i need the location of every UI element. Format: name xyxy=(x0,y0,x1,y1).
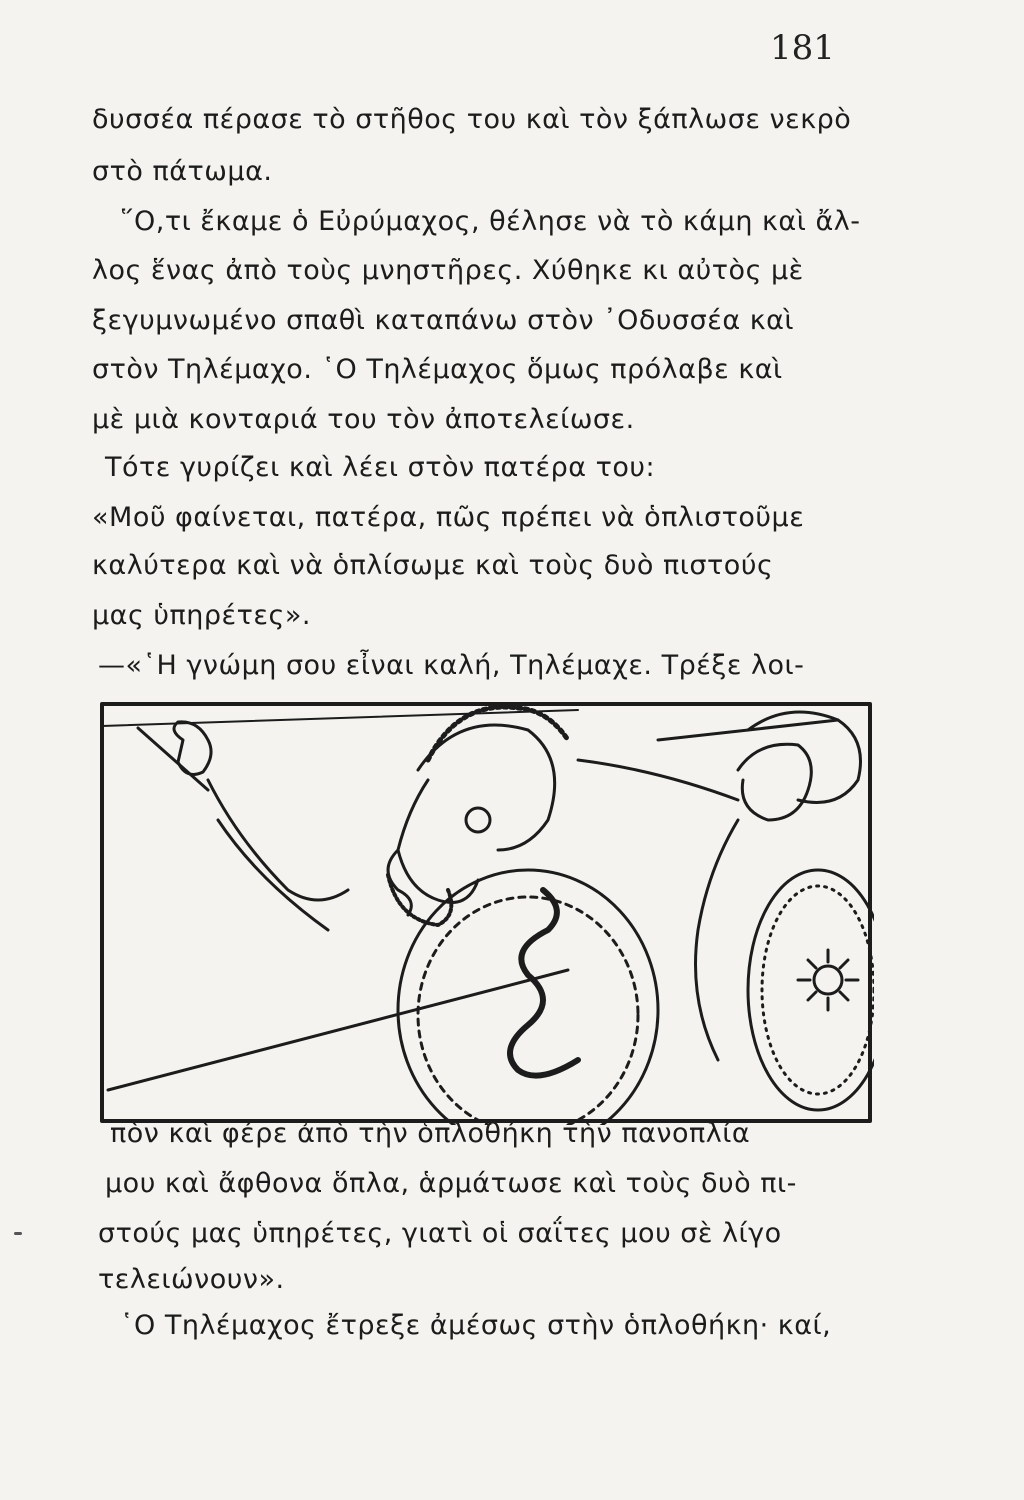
text-line: καλύτερα καὶ νὰ ὁπλίσωμε καὶ τοὺς δυὸ πιστούς xyxy=(92,550,774,581)
text-line: πὸν καὶ φέρε ἀπὸ τὴν ὁπλοθήκη τὴν πανοπλία xyxy=(110,1118,751,1149)
text-line: Τότε γυρίζει καὶ λέει στὸν πατέρα του: xyxy=(105,452,656,483)
text-line: —«῾Η γνώμη σου εἶναι καλή, Τηλέμαχε. Τρέξε λοι- xyxy=(98,650,805,681)
warriors-illustration xyxy=(98,700,874,1125)
warriors-drawing xyxy=(98,700,874,1125)
text-line: τελειώνουν». xyxy=(98,1264,285,1295)
text-line: μου καὶ ἄφθονα ὅπλα, ἁρμάτωσε καὶ τοὺς δυὸ πι- xyxy=(105,1168,797,1199)
text-line: λος ἕνας ἀπὸ τοὺς μνηστῆρες. Χύθηκε κι αὐτὸς μὲ xyxy=(92,255,804,286)
text-line: στούς μας ὑπηρέτες, γιατὶ οἱ σαΐτες μου σὲ λίγο xyxy=(98,1218,782,1249)
text-line: μὲ μιὰ κονταριά του τὸν ἀποτελείωσε. xyxy=(92,404,635,435)
text-line: ῾Ο Τηλέμαχος ἔτρεξε ἀμέσως στὴν ὁπλοθήκη· καί, xyxy=(120,1310,832,1341)
text-line: «Μοῦ φαίνεται, πατέρα, πῶς πρέπει νὰ ὁπλιστοῦμε xyxy=(92,502,805,533)
text-line: ῞Ο,τι ἔκαμε ὁ Εὐρύμαχος, θέλησε νὰ τὸ κάμη καὶ ἄλ- xyxy=(120,206,861,237)
text-line: μας ὑπηρέτες». xyxy=(92,600,311,631)
ink-speck xyxy=(14,1232,22,1235)
text-line: δυσσέα πέρασε τὸ στῆθος του καὶ τὸν ξάπλωσε νεκρὸ xyxy=(92,104,852,135)
text-line: στὸν Τηλέμαχο. ῾Ο Τηλέμαχος ὅμως πρόλαβε καὶ xyxy=(92,354,783,385)
page-number: 181 xyxy=(770,28,835,68)
text-line: ξεγυμνωμένο σπαθὶ καταπάνω στὸν ᾿Οδυσσέα καὶ xyxy=(92,305,795,336)
text-line: στὸ πάτωμα. xyxy=(92,156,273,187)
